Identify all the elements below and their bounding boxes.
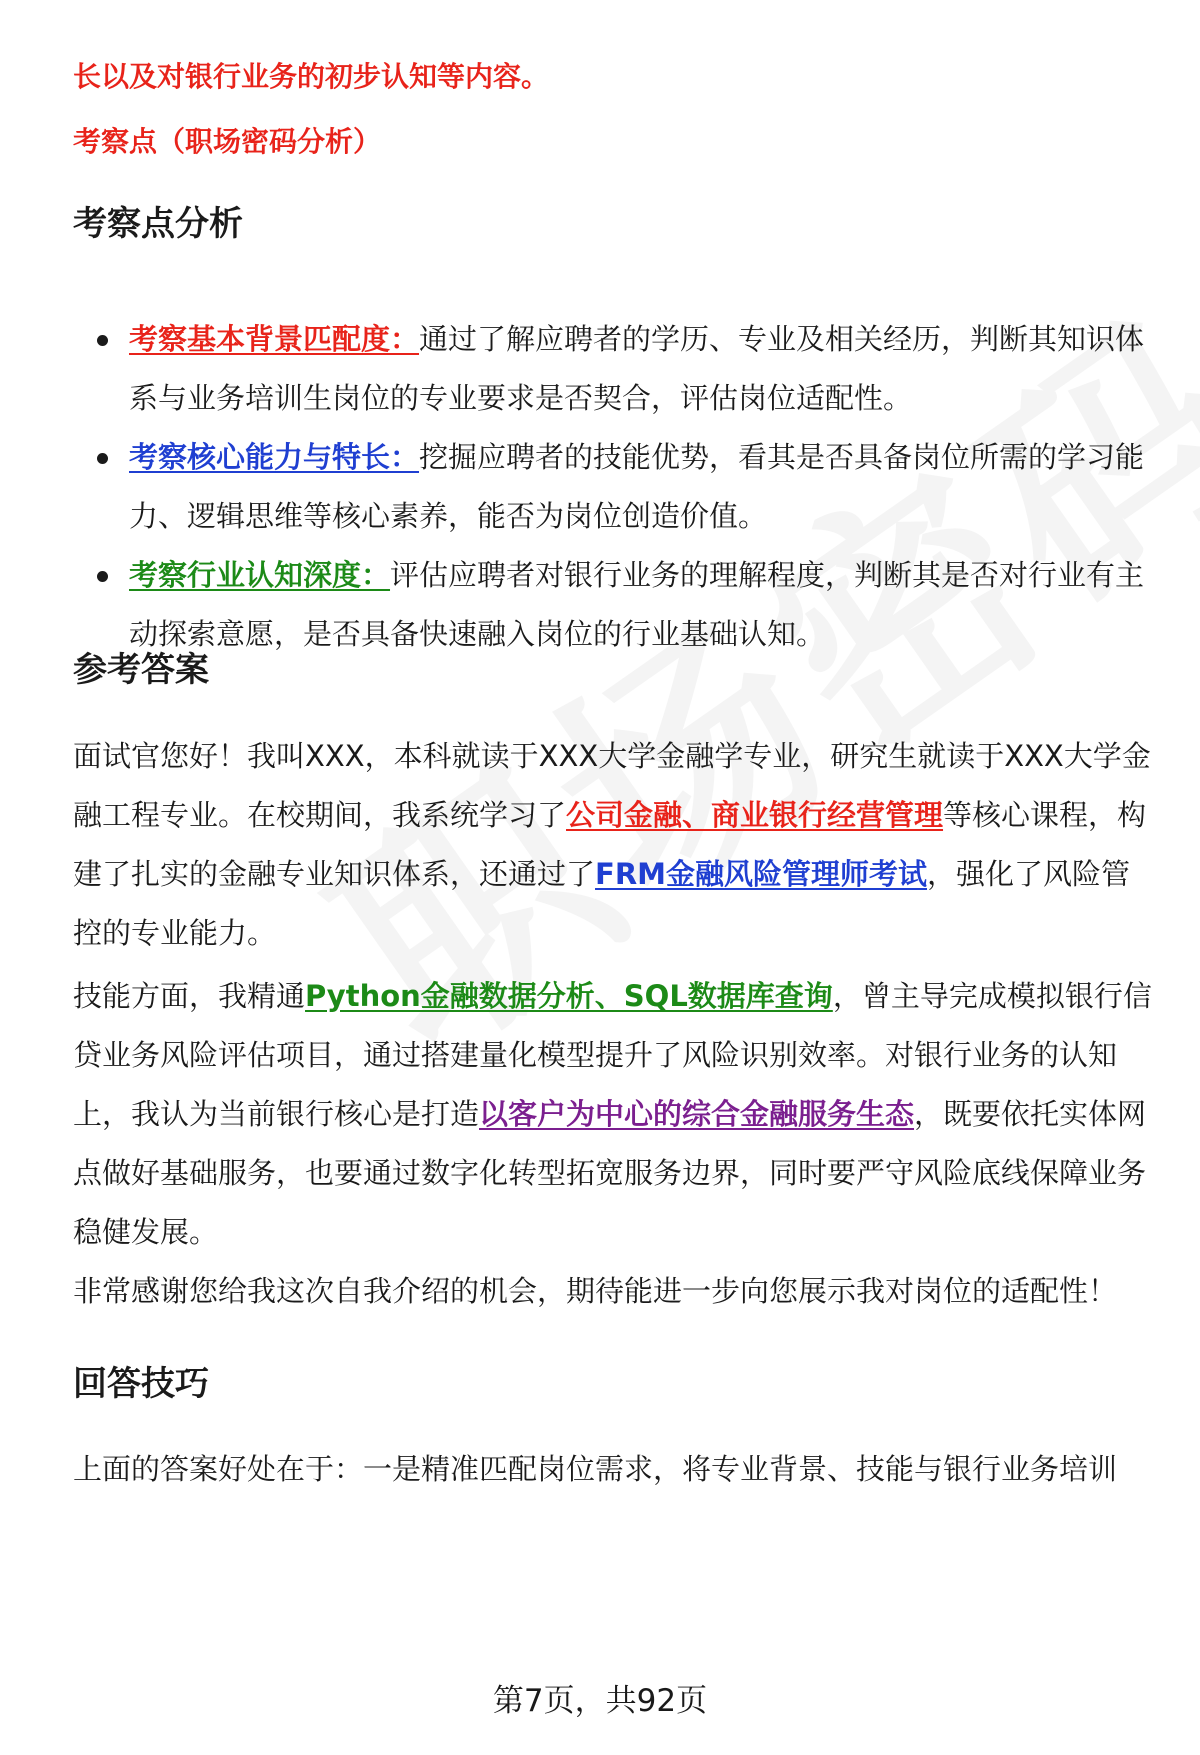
bullet-icon [97, 335, 108, 346]
bullet-icon [97, 571, 108, 582]
source-label: 考察点（职场密码分析） [73, 125, 382, 158]
answer-text: 面试官您好！我叫XXX，本科就读于XXX大学金融学专业，研究生就读于XXX大学金融工程专业。在校期间，我系统学习了 [73, 739, 1151, 832]
keyword-highlight: 公司金融、商业银行经营管理 [566, 798, 944, 832]
tips-heading: 回答技巧 [73, 1364, 209, 1404]
analysis-points-list [73, 310, 1153, 664]
answer-text: ，曾主导完成模拟银行信贷业务风险评估项目，通过搭建量化模型提升了风险识别效率。对银行业务的认知上，我认为当前银行核心是打造 [73, 979, 1152, 1131]
answer-paragraph-2 [73, 967, 1153, 1262]
answer-text: ，强化了风险管控的专业能力。 [73, 857, 1131, 950]
tips-paragraph-1: 上面的答案好处在于：一是精准匹配岗位需求，将专业背景、技能与银行业务培训 [73, 1452, 1118, 1486]
answer-text: 技能方面，我精通 [73, 979, 306, 1013]
analysis-point-2 [73, 428, 1153, 546]
bullet-icon [97, 453, 108, 464]
answer-heading: 参考答案 [73, 650, 209, 690]
answer-text: ，既要依托实体网点做好基础服务，也要通过数字化转型拓宽服务边界，同时要严守风险底线保障业务稳健发展。 [73, 1097, 1147, 1249]
point-text: 评估应聘者对银行业务的理解程度，判断其是否对行业有主动探索意愿，是否具备快速融入岗位的行业基础认知。 [129, 558, 1145, 651]
answer-paragraph-1 [73, 727, 1153, 963]
page-number: 第7页，共92页 [492, 1683, 708, 1719]
answer-paragraph-3: 非常感谢您给我这次自我介绍的机会，期待能进一步向您展示我对岗位的适配性！ [73, 1274, 1118, 1308]
keyword-highlight: Python金融数据分析、SQL数据库查询 [305, 979, 833, 1013]
point-label: 考察核心能力与特长： [129, 440, 420, 474]
keyword-highlight: FRM金融风险管理师考试 [595, 857, 928, 891]
keyword-highlight: 以客户为中心的综合金融服务生态 [479, 1097, 915, 1131]
point-label: 考察基本背景匹配度： [129, 322, 420, 356]
point-label: 考察行业认知深度： [129, 558, 391, 592]
continued-text-line: 长以及对银行业务的初步认知等内容。 [73, 60, 550, 93]
analysis-point-1 [73, 310, 1153, 428]
answer-text: 等核心课程，构建了扎实的金融专业知识体系，还通过了 [73, 798, 1147, 891]
point-text: 挖掘应聘者的技能优势，看其是否具备岗位所需的学习能力、逻辑思维等核心素养，能否为岗位创造价值。 [129, 440, 1145, 533]
analysis-point-3 [73, 546, 1153, 664]
analysis-heading: 考察点分析 [73, 204, 243, 244]
point-text: 通过了解应聘者的学历、专业及相关经历，判断其知识体系与业务培训生岗位的专业要求是否契合，评估岗位适配性。 [129, 322, 1145, 415]
